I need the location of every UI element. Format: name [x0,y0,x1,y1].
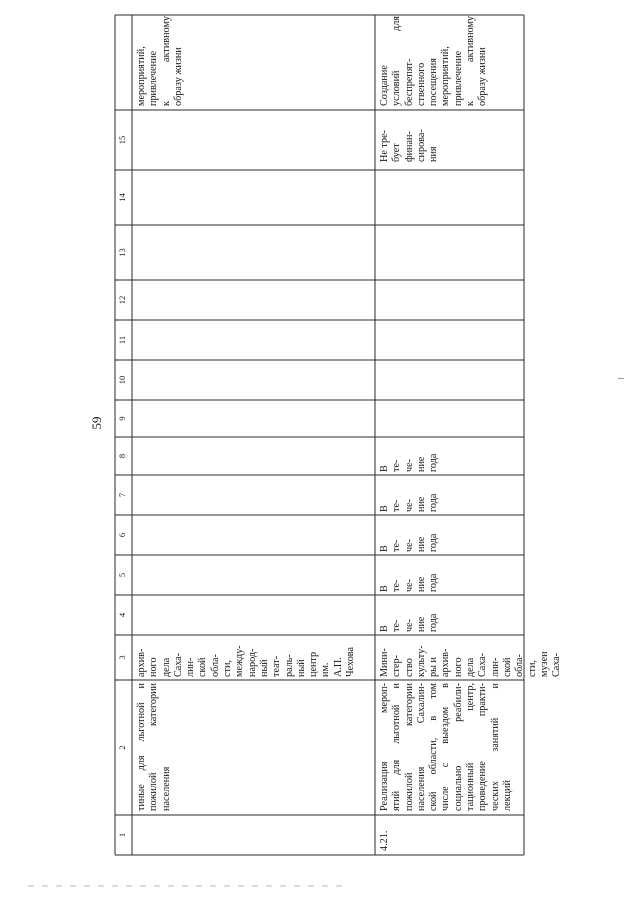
row1-col15-text: мероприятий, привлечение к активному образу жизни [136,16,184,106]
header-col-11: 11 [117,335,127,345]
header-col-1: 1 [117,832,127,838]
row2-col8-period: В те- че- ние года [379,453,440,472]
row2-col7-period: В те- че- ние года [379,493,440,512]
margin-tick-mark [618,378,624,379]
scan-edge-artifact [28,885,348,887]
header-col-14: 14 [117,193,127,202]
row2-col4-period: В те- че- ние года [379,613,440,632]
page-number: 59 [89,416,104,430]
header-col-6: 6 [117,532,127,538]
header-col-8: 8 [117,453,127,459]
header-col-7: 7 [117,492,127,498]
header-col-5: 5 [117,572,127,578]
row2-col14-financing: Не тре- бует финан- сирова- ния [379,129,440,162]
header-col-15: 15 [117,135,127,145]
header-col-13: 13 [117,248,127,257]
header-col-3: 3 [117,655,127,660]
row2-col2-text: Реализация мероп- ятий для льготной и пожилой категории населения Сахалин- ской области, в том числе с выездом в социально реабили- тационный центр, проведение практи- ческих занятий и лекций [379,683,513,811]
row1-col3-text: архив- ного дела Саха- лин- ской обла- сти, между- народ- ный теат- раль- ный центр им. А.П. Чехова [136,645,357,677]
row2-col3-text: Мини- стер- ство культу- ры и архив- ного дела Саха- лин- ской обла- сти, музеи Саха- [379,645,563,677]
row2-col15-text: Создание условий для беспрепят- ственного посещения мероприятий, привлечение к активному образу жизни [379,16,489,106]
row2-col1-number: 4.21. [379,830,390,851]
header-col-4: 4 [117,612,127,618]
row2-col6-period: В те- че- ние года [379,533,440,552]
header-col-2: 2 [117,745,127,750]
row1-col2-text: тиные для льготной и пожилой категории населения [136,683,172,811]
header-col-12: 12 [117,295,127,305]
row2-col5-period: В те- че- ние года [379,573,440,592]
header-col-9: 9 [117,416,127,421]
header-col-10: 10 [117,375,127,385]
